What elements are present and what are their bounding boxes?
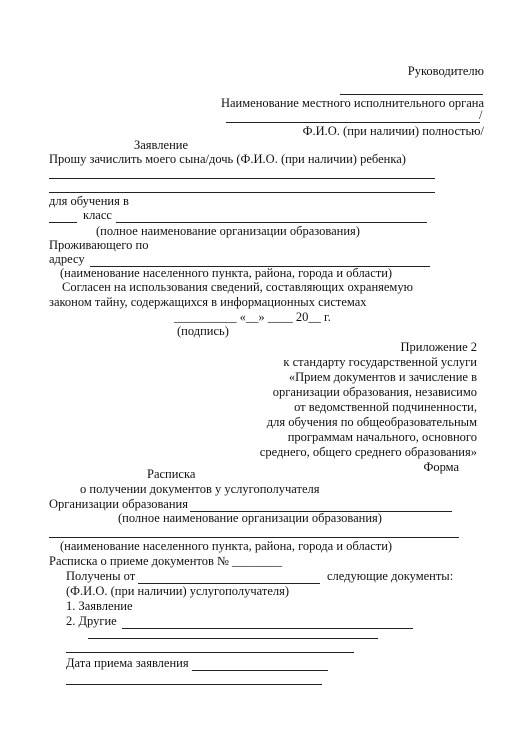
receipt-number: Расписка о приеме документов № ________ (49, 554, 283, 568)
address-label: адресу (49, 252, 85, 266)
blank-line (116, 222, 427, 223)
org-full-caption: (полное наименование организации образования) (96, 224, 360, 238)
blank-line (49, 178, 435, 179)
residing-label: Проживающего по (49, 238, 149, 252)
received-from-label: Получены от (66, 569, 136, 583)
class-label: класс (83, 208, 112, 222)
docs-following-label: следующие документы: (327, 569, 454, 583)
receipt-date-label: Дата приема заявления (66, 656, 189, 670)
blank-line (49, 192, 435, 193)
application-title: Заявление (134, 138, 189, 152)
signature-caption: (подпись) (177, 324, 229, 338)
blank-line (192, 670, 328, 671)
appendix-line: программам начального, основного (287, 430, 477, 444)
item-1: 1. Заявление (66, 599, 133, 613)
appendix-line: для обучения по общеобразовательным (266, 415, 477, 429)
consent-line-1: Согласен на использования сведений, составляющих охраняемую (62, 280, 413, 294)
provider-fio-caption: (Ф.И.О. (при наличии) услугополучателя) (66, 584, 290, 598)
blank-line (66, 652, 354, 653)
item-2: 2. Другие (66, 614, 117, 628)
form-label: Форма (423, 460, 459, 474)
receipt-locality-caption: (наименование населенного пункта, района, города и области) (60, 539, 393, 553)
receipt-org-caption: (полное наименование организации образования) (118, 511, 382, 525)
appendix-line: «Прием документов и зачисление в (288, 370, 477, 384)
slash-mark: / (479, 108, 483, 122)
blank-line (122, 628, 413, 629)
date-line: __________ «__» ____ 20__ г. (174, 310, 331, 324)
consent-line-2: законом тайну, содержащихся в информационных системах (49, 295, 367, 309)
org-name-caption: Наименование местного исполнительного органа (220, 96, 484, 110)
study-for-label: для обучения в (49, 194, 129, 208)
blank-line (226, 122, 480, 123)
appendix-line: организации образования, независимо (272, 385, 477, 399)
recipient-title: Руководителю (407, 64, 484, 78)
receipt-org-label: Организации образования (49, 497, 188, 511)
class-number-line (49, 222, 77, 223)
receipt-subtitle: о получении документов у услугополучателя (80, 482, 320, 496)
request-line: Прошу зачислить моего сына/дочь (Ф.И.О. (при наличии) ребенка) (49, 152, 406, 166)
locality-caption: (наименование населенного пункта, района, города и области) (60, 266, 393, 280)
blank-line (340, 94, 483, 95)
appendix-line: от ведомственной подчиненности, (294, 400, 477, 414)
blank-line (49, 537, 459, 538)
fio-caption: Ф.И.О. (при наличии) полностью/ (302, 124, 484, 138)
receipt-title: Расписка (147, 467, 196, 481)
appendix-line: Приложение 2 (400, 340, 477, 354)
blank-line (88, 638, 378, 639)
appendix-line: среднего, общего среднего образования» (259, 445, 477, 459)
blank-line (66, 684, 322, 685)
appendix-line: к стандарту государственной услуги (283, 355, 477, 369)
